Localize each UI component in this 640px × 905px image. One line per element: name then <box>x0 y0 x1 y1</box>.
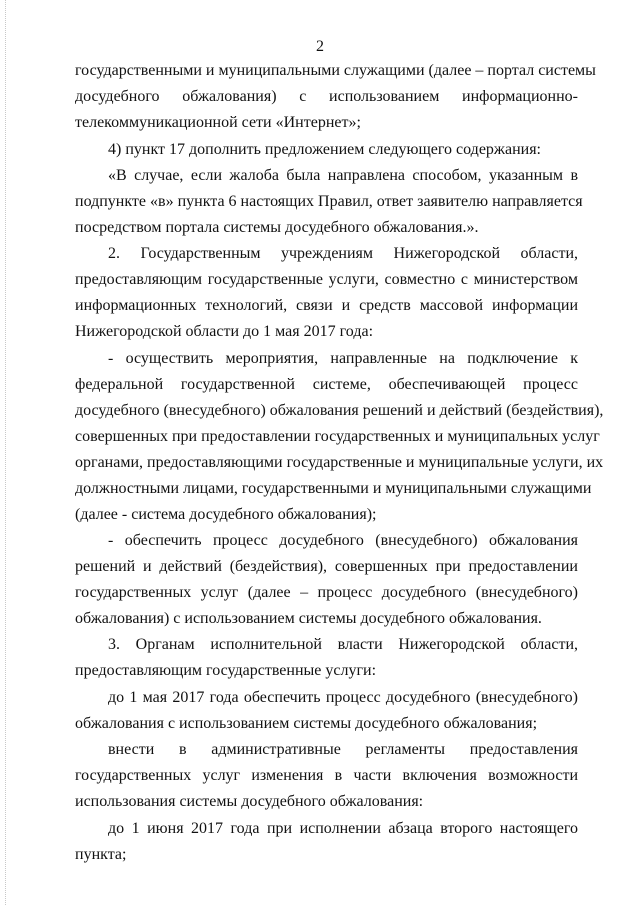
text-line: телекоммуникационной сети «Интернет»; <box>75 114 361 131</box>
text-line: государственных услуг (далее – процесс досудебного (внесудебного) <box>75 584 578 601</box>
text-line: посредством портала системы досудебного обжалования.». <box>75 219 479 236</box>
text-line: обжалования) с использованием системы досудебного обжалования. <box>75 610 542 627</box>
text-line: предоставляющим государственные услуги: <box>75 662 377 679</box>
text-line: решений и действий (бездействия), совершенных при предоставлении <box>75 558 578 575</box>
text-line: подпункте «в» пункта 6 настоящих Правил, ответ заявителю направляется <box>75 193 583 210</box>
text-line: (далее - система досудебного обжалования); <box>75 506 377 523</box>
text-line: совершенных при предоставлении государственных и муниципальных услуг <box>75 428 600 445</box>
text-line: использования системы досудебного обжалования: <box>75 793 424 810</box>
paragraph-first-line: до 1 июня 2017 года при исполнении абзаца второго настоящего <box>108 820 578 837</box>
text-line: обжалования с использованием системы досудебного обжалования; <box>75 715 538 732</box>
text-line: досудебного обжалования) с использованием информационно- <box>75 88 578 105</box>
text-line: должностными лицами, государственными и муниципальными служащими <box>75 480 592 497</box>
bullet-line: - обеспечить процесс досудебного (внесудебного) обжалования <box>108 532 578 549</box>
section-3-heading-line: 3. Органам исполнительной власти Нижегородской области, <box>108 636 578 653</box>
text-line: Нижегородской области до 1 мая 2017 года: <box>75 323 374 340</box>
section-2-heading-line: 2. Государственным учреждениям Нижегородской области, <box>108 245 578 262</box>
text-line: государственными и муниципальными служащими (далее – портал системы <box>75 62 596 79</box>
text-line: пункта; <box>75 846 127 863</box>
text-line: органами, предоставляющими государственные и муниципальные услуги, их <box>75 454 604 471</box>
text-line: досудебного (внесудебного) обжалования решений и действий (бездействия), <box>75 402 604 419</box>
paragraph-first-line: «В случае, если жалоба была направлена способом, указанным в <box>108 167 578 184</box>
text-line: информационных технологий, связи и средств массовой информации <box>75 297 578 314</box>
text-line: предоставляющим государственные услуги, совместно с министерством <box>75 271 578 288</box>
text-line: государственных услуг изменения в части включения возможности <box>75 767 578 784</box>
scan-edge-line <box>5 0 7 905</box>
text-line: федеральной государственной системе, обеспечивающей процесс <box>75 376 578 393</box>
paragraph-first-line: до 1 мая 2017 года обеспечить процесс досудебного (внесудебного) <box>108 689 578 706</box>
bullet-line: - осуществить мероприятия, направленные на подключение к <box>108 350 578 367</box>
paragraph-first-line: внести в административные регламенты предоставления <box>108 741 578 758</box>
paragraph-first-line: 4) пункт 17 дополнить предложением следующего содержания: <box>108 141 541 158</box>
page-number: 2 <box>316 38 324 55</box>
